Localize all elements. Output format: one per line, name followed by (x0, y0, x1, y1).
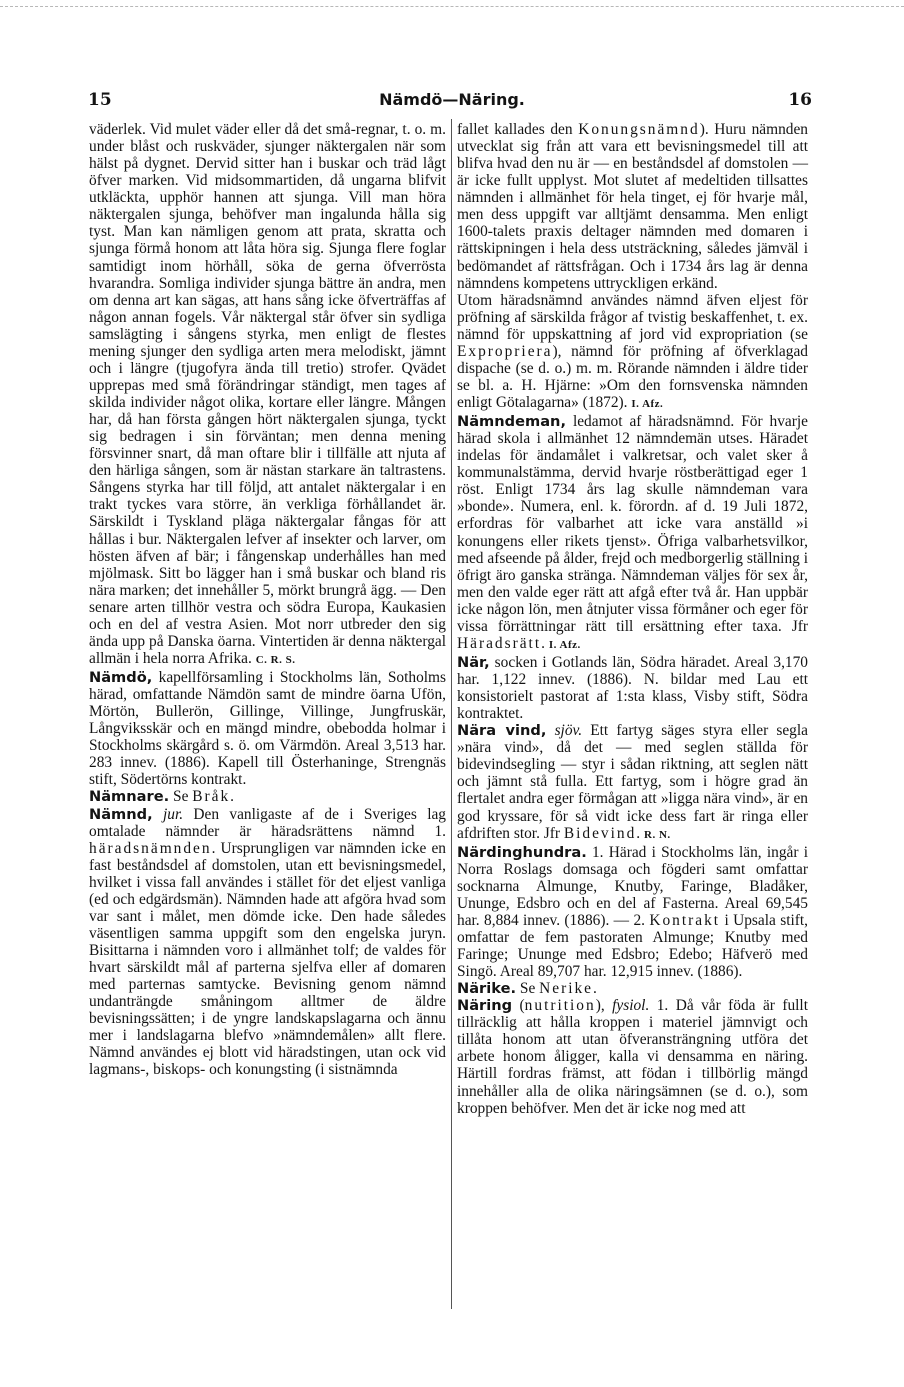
entry-text: . (636, 824, 641, 842)
cross-reference: häradsnämnden (89, 839, 212, 857)
cross-reference: Nerike (539, 980, 593, 998)
entry-text: 1. Härad i Stockholms län, ingår i Norra Roslags domsaga och fögderi samt omfattar socknarna Almunge, Knutby, Faringe, Bladåker, Ununge, Edsbro och en del af Fasterna. Areal 69,545 har. 8,884 innev. (1886). — 2. (457, 843, 808, 929)
entry-headword: Nämnare. (89, 788, 170, 806)
entry-text: . (593, 980, 597, 998)
entry-text: Se (169, 788, 193, 806)
entry-headword: När, (457, 653, 490, 671)
entry-nar (457, 654, 808, 722)
entry-continuation (457, 121, 808, 292)
entry-namnare (89, 788, 446, 805)
page-number-right: 16 (788, 90, 812, 110)
author-signature: C. R. S. (255, 653, 296, 666)
cross-reference: Bidevind (563, 824, 637, 842)
entry-text: . Ursprungligen var nämnden icke en fast beståndsdel af domstolen, utan ett bevisningsmedel, hvilket i vissa fall användes i stället för det eljest vanliga (ed och edgärdsmän). Nämnden hade att afgöra hvad som var sant i målet, men dömde icke. Den hade således väsentligen samma uppgift som den engelska juryn. Bisittarna i nämnden voro i allmänhet tolf; de valdes för hvart särskildt mål af parterna sjelfva eller af domaren med parternas samtycke. Bevisning genom nämnd undanträngde småningom alltmer de äldre bevisningssätten; i de yngre landskapslagarna och ännu mer i landslagarna blefvo »nämndemålen» allt flere. Nämnd användes ej blott vid häradstingen, utan ock vid lagmans-, biskops- och konungsting (i sistnämnda (89, 839, 446, 1079)
entry-text: i Upsala stift, omfattar de fem pastoraten Almunge; Knutby med Faringe; Ununge med Edsbro; Edebo; Häfverö med Singö. Areal 89,707 har. 12,915 innev. (1886). (457, 911, 808, 981)
author-signature: I. Afz. (631, 398, 664, 410)
cross-reference: Expropriera (457, 342, 553, 360)
entry-continuation (89, 121, 446, 669)
entry-text: ). Huru nämnden utvecklat sig från att vara ett bevisningsmedel till att blifva hvad den nu är — en beståndsdel af domstolen — är icke fullt upplyst. Mot slutet af medeltiden tillsattes nämnden i allmänhet för hela tinget, ej för hvarje mål, men dess uppgift var alltjämt densamma. Men enligt 1600-talets praxis deltager nämnden med domaren i rättskipningen i hela dess utsträckning, således jämväl i bedömandet af rättsfrågan. Och i 1734 års lag är denna nämndens kompetens uttryckligen erkänd. (457, 121, 808, 292)
entry-text: ), (595, 997, 613, 1015)
entry-paragraph (457, 292, 808, 413)
entry-text: Ett fartyg säges styra eller segla »nära vind», då det — med seglen ställda för bidevindsegling — styr i sådan riktning, att seglen nätt och jämnt stå fulla. Ett fartyg, som i högre grad än flertalet andra eger förmågan att »ligga nära vind», är en god kryssare, för så vidt icke dess fart är ringa eller afdriften stor. Jfr (457, 722, 808, 842)
entry-text: Se (516, 980, 540, 998)
entry-namdo (89, 669, 446, 788)
column-divider (451, 119, 452, 1309)
entry-headword: Närdinghundra. (457, 843, 587, 861)
entry-text: ), nämnd för pröfning af öfverklagad dispache (se d. o.) m. m. Rörande nämnden i äldre tider se bl. a. H. Hjärne: »Om den fornsvenska nämnden enligt Götalagarna» (1872). (457, 342, 808, 411)
running-header: Nämdö—Näring. (379, 90, 525, 109)
entry-nara-vind (457, 722, 808, 843)
subject-label: sjöv. (546, 722, 583, 740)
entry-text: kapellförsamling i Stockholms län, Sotholms härad, omfattande Nämdön samt de mindre öarna Ufön, Mörtön, Bullerön, Gillinge, Villinge, Jungfruskär, Långviksskär och en mängd mindre, obebodda holmar i Stockholms skärgård s. ö. om Värmdön. Areal 3,513 har. 283 innev. (1886). Kapell till Österhaninge, Strengnäs stift, Södertörns kontrakt. (89, 669, 446, 789)
entry-text: väderlek. Vid mulet väder eller då det små-regnar, t. o. m. under blåst och ruskväder, sjunger näktergalen när som hälst på dygnet. Dervid sitter han i buskar och träd lågt öfver marken. Vid midsommartiden, då ungarna blifvit utkläckta, upphör hannen att sjunga. Vill man höra näktergalen sjunga, behöfver man ingalunda hålla sig tyst. Man kan nämligen genom att prata, skratta och sjunga förmå honom att låta höra sig. Sjunga flere foglar samtidigt inom hörhåll, söka de gerna öfverrösta hvarandra. Somliga individer sjunga bättre än andra, men om denna art kan sägas, att hans sång icke öfverträffas af någon annan fogels. Vår näktergal står öfver sin sydliga samslägting i sångens styrka, men enligt de flestes mening sjunger den sydliga arten mera melodiskt, jämnt och i längre (tjugofyra ända till tretio) strofer. Qvädet upprepas med små förändringar ständigt, men tages af skilda individer något olika, kortare eller längre. Mången har, då han första gången hört näktergalen sjunga, tyckt sig bedragen i sin förväntan; men denna mening försvinner snart, då man oftare blir i tillfälle att njuta af den härliga sången, som är nästan starkare än taltrastens. Sångens styrka har till följd, att antalet näktergalar i en trakt tyckes vara större, än verkliga förhållandet är. Särskildt i Tyskland pläga näktergalar fångas för att hållas i bur. Näktergalen lefver af insekter och larver, om hösten äfven af bär; i fångenskap underhålles han med mjölmask. Sitt bo lägger han i små buskar och bland ris nära marken; det innehåller 5, mörkt brungrå ägg. — Den senare arten tillhör vestra och södra Europa, Kaukasien och en del af vestra Asien. Mot norr utbreder den sig ända upp på Danska öarna. Vintertiden är denna näktergal allmän i hela norra Afrika. (89, 121, 446, 667)
cross-reference: Häradsrätt (457, 634, 542, 652)
entry-nardinghundra (457, 844, 808, 981)
entry-headword: Nära vind, (457, 722, 547, 740)
cross-reference: nutrition (524, 997, 596, 1015)
entry-text: ledamot af häradsnämnd. För hvarje härad skola i allmänhet 12 nämndemän utses. Häradet indelas för ändamålet i valkretsar, och valet sker å kommunalstämma, dervid hvarje röstberättigad eger 1 röst. Enligt 1734 års lag skulle nämndeman vara »bonde». Numera, enl. k. förordn. af d. 19 Juli 1872, erfordras för valbarhet att icke vara anställd »i konungens eller rikets tjenst». Öfriga valbarhetsvilkor, med afseende på ålder, frejd och medborgerlig ställning i öfrigt äro ganska stränga. Nämndeman väljes för sex år, men den valde eger rätt att afgå efter två år. Han uppbär icke någon lön, men åtnjuter vissa förmåner och eger för vissa förrättningar rätt till ersättning efter taxa. Jfr (457, 413, 808, 635)
entry-namndeman (457, 413, 808, 654)
top-edge-rule (0, 6, 904, 7)
author-signature: I. Afz. (548, 638, 581, 651)
entry-narike (457, 980, 808, 997)
entry-headword: Näring (457, 997, 513, 1015)
entry-text: ( (512, 997, 525, 1015)
entry-text: Den vanligaste af de i Sveriges lag omtalade nämnder är häradsrättens nämnd 1. (89, 805, 446, 840)
subject-label: fysiol. (612, 997, 650, 1015)
entry-text: . (541, 634, 545, 652)
right-column (457, 121, 808, 1117)
entry-headword: Nämnd, (89, 805, 153, 823)
cross-reference: Bråk (192, 788, 231, 806)
cross-reference: Konungsnämnd (578, 121, 700, 138)
cross-reference: Kontrakt (649, 911, 721, 929)
author-signature: R. N. (644, 828, 671, 841)
entry-namnd (89, 806, 446, 1079)
entry-headword: Närike. (457, 980, 517, 998)
page-number-left: 15 (88, 90, 112, 110)
entry-text: fallet kallades den (457, 121, 579, 138)
left-column (89, 121, 446, 1079)
entry-text: 1. Då vår föda är fullt tillräcklig att hålla kroppen i materiel jämnvigt och tillåta honom att utan öfveransträngning utföra det arbete honom åligger, kalla vi densamma en näring. Härtill fordras främst, att födan i tillbörlig mängd innehåller alla de olika näringsämnen (se d. o.), som kroppen behöfver. Men det är icke nog med att (457, 997, 808, 1117)
entry-text: . (230, 788, 235, 806)
entry-naring (457, 997, 808, 1116)
entry-text: Utom häradsnämnd användes nämnd äfven eljest för pröfning af särskilda frågor af tvistig beskaffenhet, t. ex. nämnd för uppskattning af jord vid expropriation (se (457, 291, 808, 343)
entry-headword: Nämdö, (89, 669, 153, 686)
subject-label: jur. (152, 805, 184, 823)
entry-text: socken i Gotlands län, Södra häradet. Areal 3,170 har. 1,122 innev. (1886). N. bildar med Lau ett konsistorielt pastorat af 1:sta klass, Visby stift, Södra kontraktet. (457, 653, 808, 723)
entry-headword: Nämndeman, (457, 413, 566, 431)
